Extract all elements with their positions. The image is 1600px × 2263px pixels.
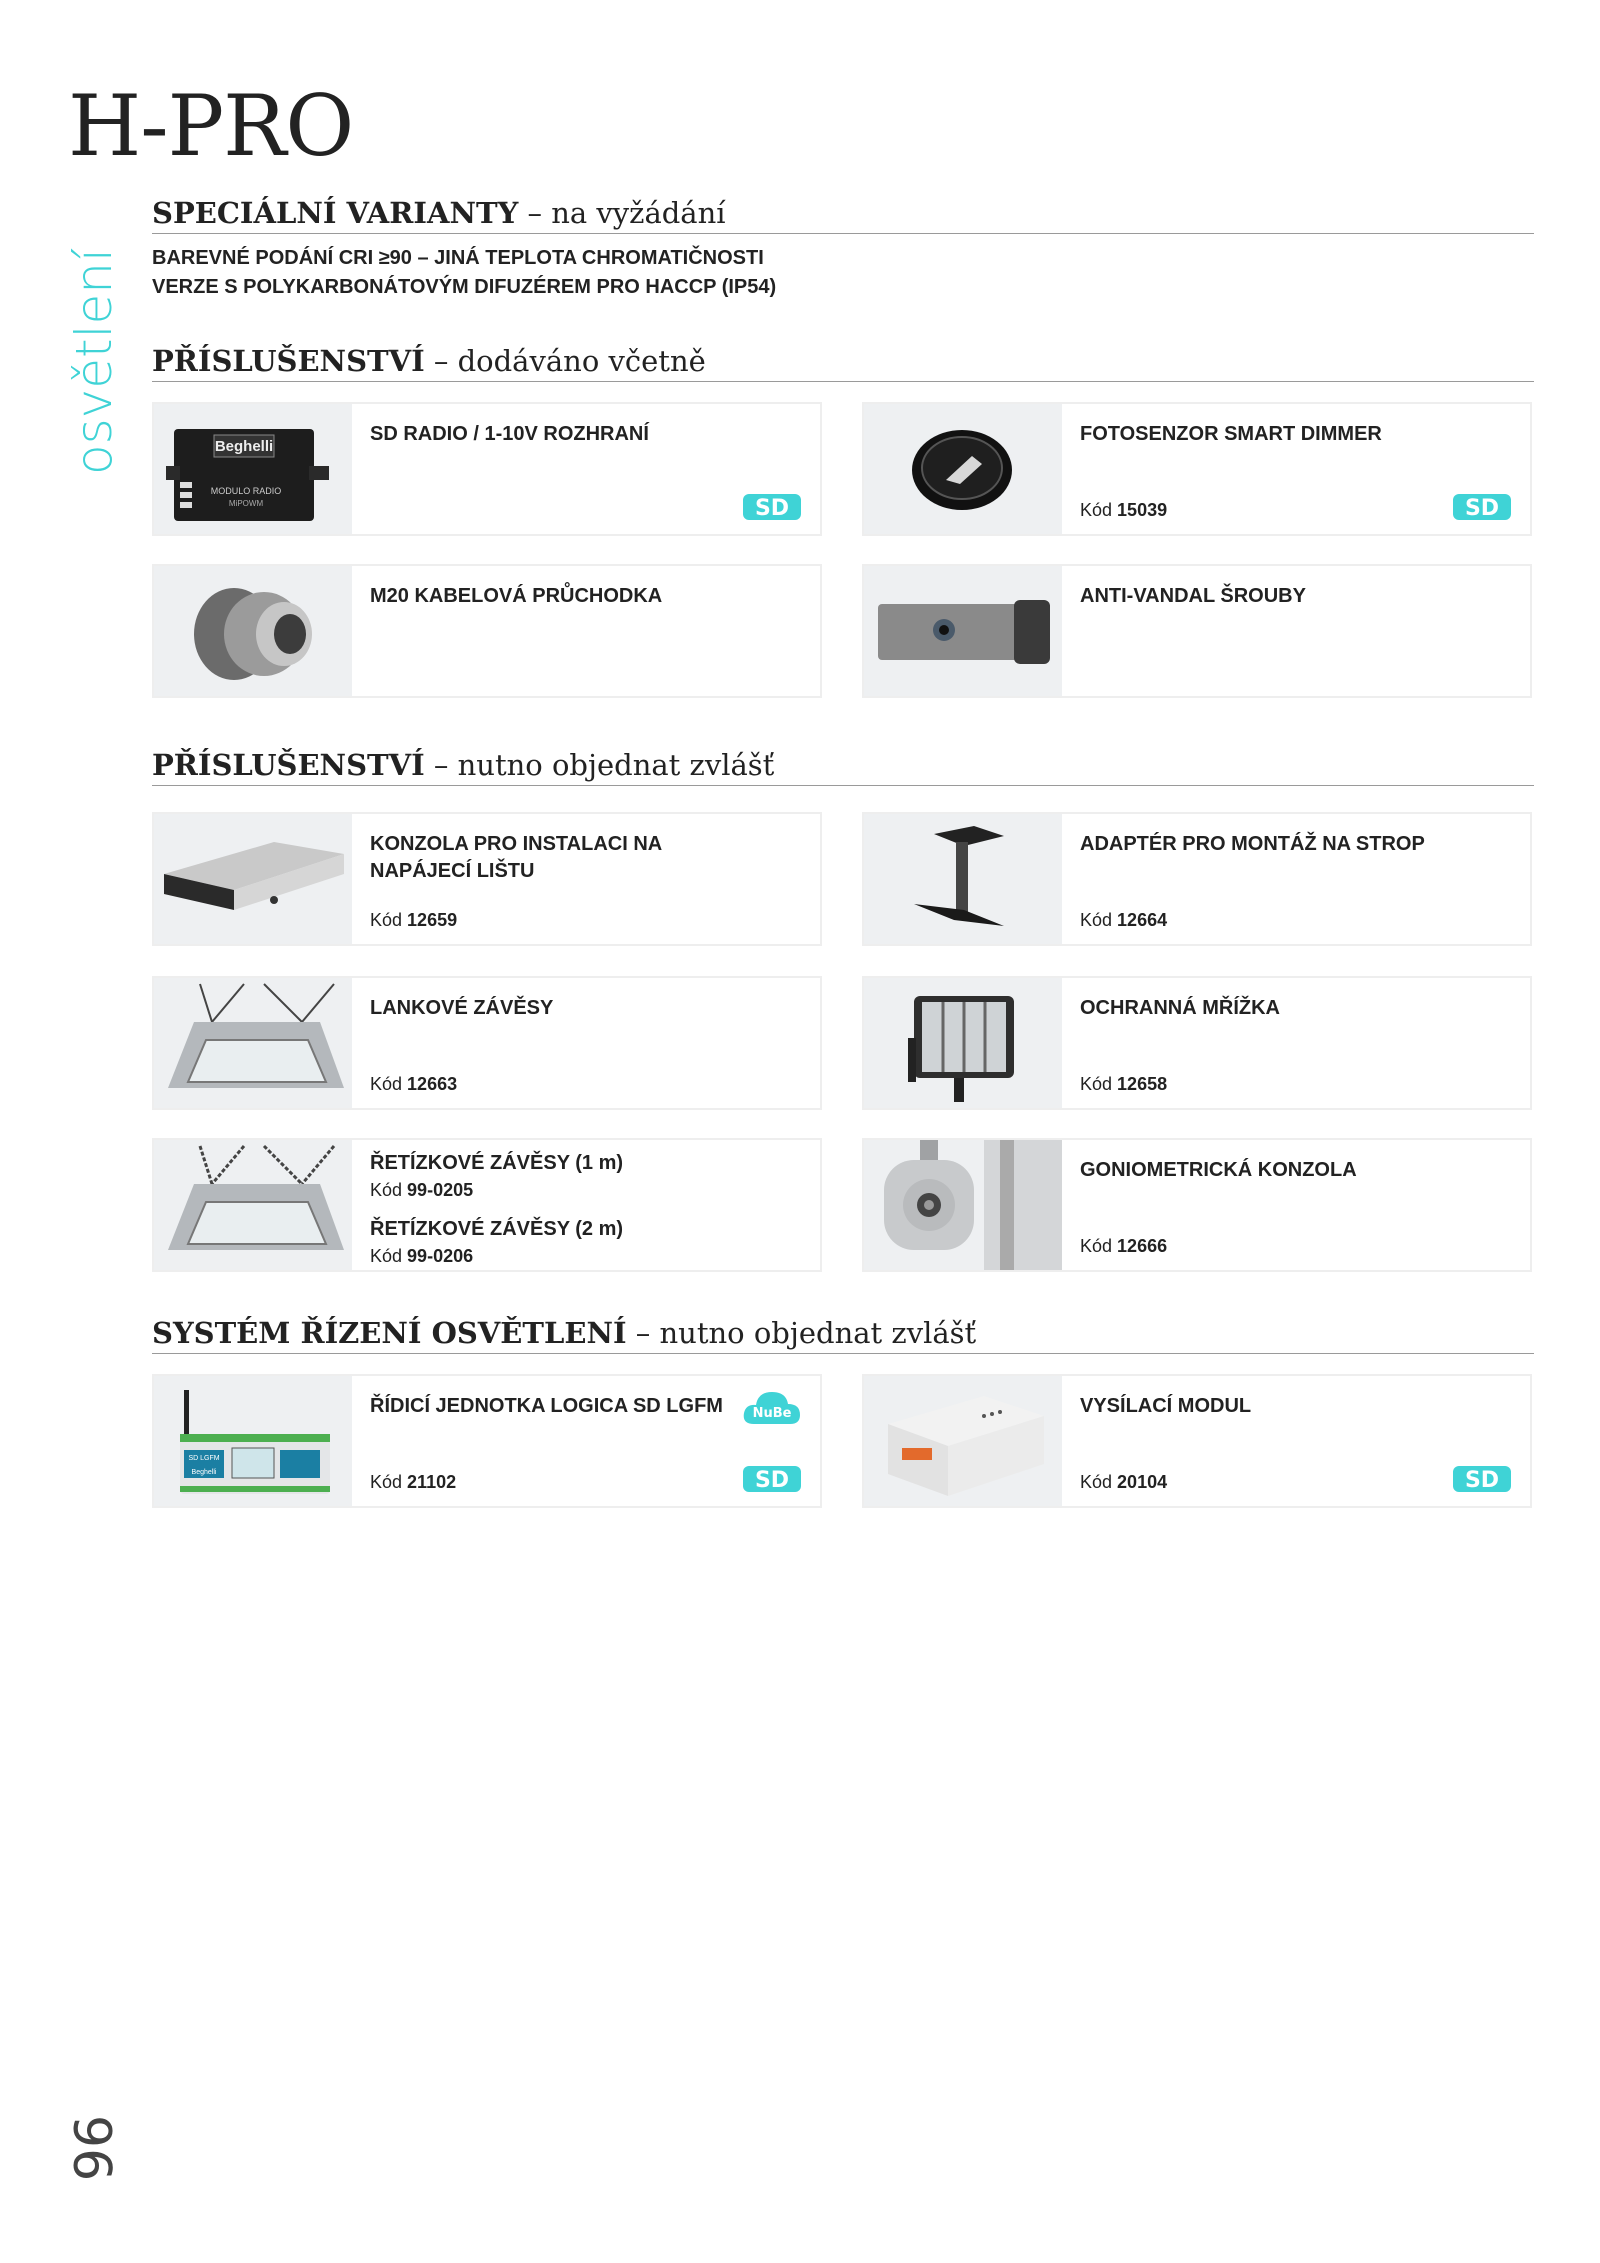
screw-bracket-icon <box>864 566 1062 696</box>
transmitter-module-icon <box>864 1376 1062 1506</box>
section-heading-separate-accessories: PŘÍSLUŠENSTVÍ – nutno objednat zvlášť <box>152 746 1534 786</box>
sd-badge-icon <box>1452 1464 1512 1494</box>
chain-suspension-icon <box>154 1140 352 1270</box>
wire-suspension-icon <box>154 978 352 1108</box>
page-number: 96 <box>61 2115 121 2182</box>
variant-line: VERZE S POLYKARBONÁTOVÝM DIFUZÉREM PRO HACCP (IP54) <box>152 276 777 298</box>
side-category-label: osvětlení <box>65 248 123 475</box>
accessory-card[interactable] <box>862 812 1532 946</box>
accessory-card[interactable] <box>152 976 822 1110</box>
svg-text:SD LGFM: SD LGFM <box>188 1455 220 1462</box>
product-code: Kód 12663 <box>370 1074 458 1094</box>
svg-text:Beghelli: Beghelli <box>191 1469 217 1476</box>
page-title: H-PRO <box>68 77 354 175</box>
accessory-name: GONIOMETRICKÁ KONZOLA <box>1080 1159 1357 1181</box>
accessory-name: ŘETÍZKOVÉ ZÁVĚSY (1 m) <box>370 1152 624 1174</box>
product-code: Kód 99-0205 <box>370 1180 474 1200</box>
radio-module-icon <box>154 404 352 534</box>
product-code: Kód 20104 <box>1080 1472 1168 1492</box>
svg-text:MiPOWM: MiPOWM <box>228 499 264 508</box>
accessory-name: KONZOLA PRO INSTALACI NA NAPÁJECÍ LIŠTU <box>370 833 662 882</box>
accessory-name: ADAPTÉR PRO MONTÁŽ NA STROP <box>1080 833 1425 855</box>
accessory-name: FOTOSENZOR SMART DIMMER <box>1080 423 1382 445</box>
accessory-card[interactable] <box>152 1138 822 1272</box>
section-heading-included-accessories: PŘÍSLUŠENSTVÍ – dodáváno včetně <box>152 342 1534 382</box>
sd-badge-icon <box>742 1464 802 1494</box>
accessory-name: OCHRANNÁ MŘÍŽKA <box>1080 997 1280 1019</box>
cable-gland-icon <box>154 566 352 696</box>
sd-badge-icon <box>742 492 802 522</box>
product-code: Kód 21102 <box>370 1472 457 1492</box>
product-code: Kód 12664 <box>1080 910 1168 930</box>
accessory-name: SD RADIO / 1-10V ROZHRANÍ <box>370 423 649 445</box>
control-card[interactable] <box>152 1374 822 1508</box>
accessory-name: ANTI-VANDAL ŠROUBY <box>1080 585 1306 607</box>
accessory-name: M20 KABELOVÁ PRŮCHODKA <box>370 585 663 607</box>
nube-cloud-icon <box>740 1386 804 1430</box>
section-heading-special-variants: SPECIÁLNÍ VARIANTY – na vyžádání <box>152 194 1534 234</box>
svg-text:MODULO RADIO: MODULO RADIO <box>210 486 282 496</box>
sd-badge-icon <box>1452 492 1512 522</box>
svg-text:SD: SD <box>1464 1468 1500 1493</box>
photosensor-icon <box>864 404 1062 534</box>
accessory-name: LANKOVÉ ZÁVĚSY <box>370 997 554 1019</box>
svg-text:Beghelli: Beghelli <box>214 438 274 455</box>
product-code: Kód 12666 <box>1080 1236 1168 1256</box>
accessory-card[interactable] <box>862 402 1532 536</box>
rail-bracket-icon <box>154 814 352 944</box>
product-code-variant: Kód 99-0206 <box>370 1246 474 1266</box>
svg-text:SD: SD <box>754 1468 790 1493</box>
accessory-card[interactable] <box>152 402 822 536</box>
accessory-card[interactable] <box>862 976 1532 1110</box>
svg-text:NuBe: NuBe <box>752 1406 792 1421</box>
section-heading-control-system: SYSTÉM ŘÍZENÍ OSVĚTLENÍ – nutno objednat zvlášť <box>152 1314 1534 1354</box>
special-variants-list <box>152 244 776 302</box>
accessory-card[interactable] <box>152 564 822 698</box>
control-unit-icon <box>154 1376 352 1506</box>
protective-grid-icon <box>864 978 1062 1108</box>
accessory-card[interactable] <box>862 1138 1532 1272</box>
product-code: Kód 12659 <box>370 910 458 930</box>
product-code: Kód 12658 <box>1080 1074 1168 1094</box>
accessory-card[interactable] <box>862 564 1532 698</box>
variant-line: BAREVNÉ PODÁNÍ CRI ≥90 – JINÁ TEPLOTA CHROMATIČNOSTI <box>152 247 764 269</box>
accessory-card[interactable] <box>152 812 822 946</box>
control-name: VYSÍLACÍ MODUL <box>1080 1395 1252 1417</box>
control-card[interactable] <box>862 1374 1532 1508</box>
control-name: ŘÍDICÍ JEDNOTKA LOGICA SD LGFM <box>370 1395 723 1417</box>
goniometric-bracket-icon <box>864 1140 1062 1270</box>
svg-text:SD: SD <box>1464 496 1500 521</box>
svg-text:SD: SD <box>754 496 790 521</box>
accessory-name-variant: ŘETÍZKOVÉ ZÁVĚSY (2 m) <box>370 1218 624 1240</box>
ceiling-adapter-icon <box>864 814 1062 944</box>
product-code: Kód 15039 <box>1080 500 1168 520</box>
